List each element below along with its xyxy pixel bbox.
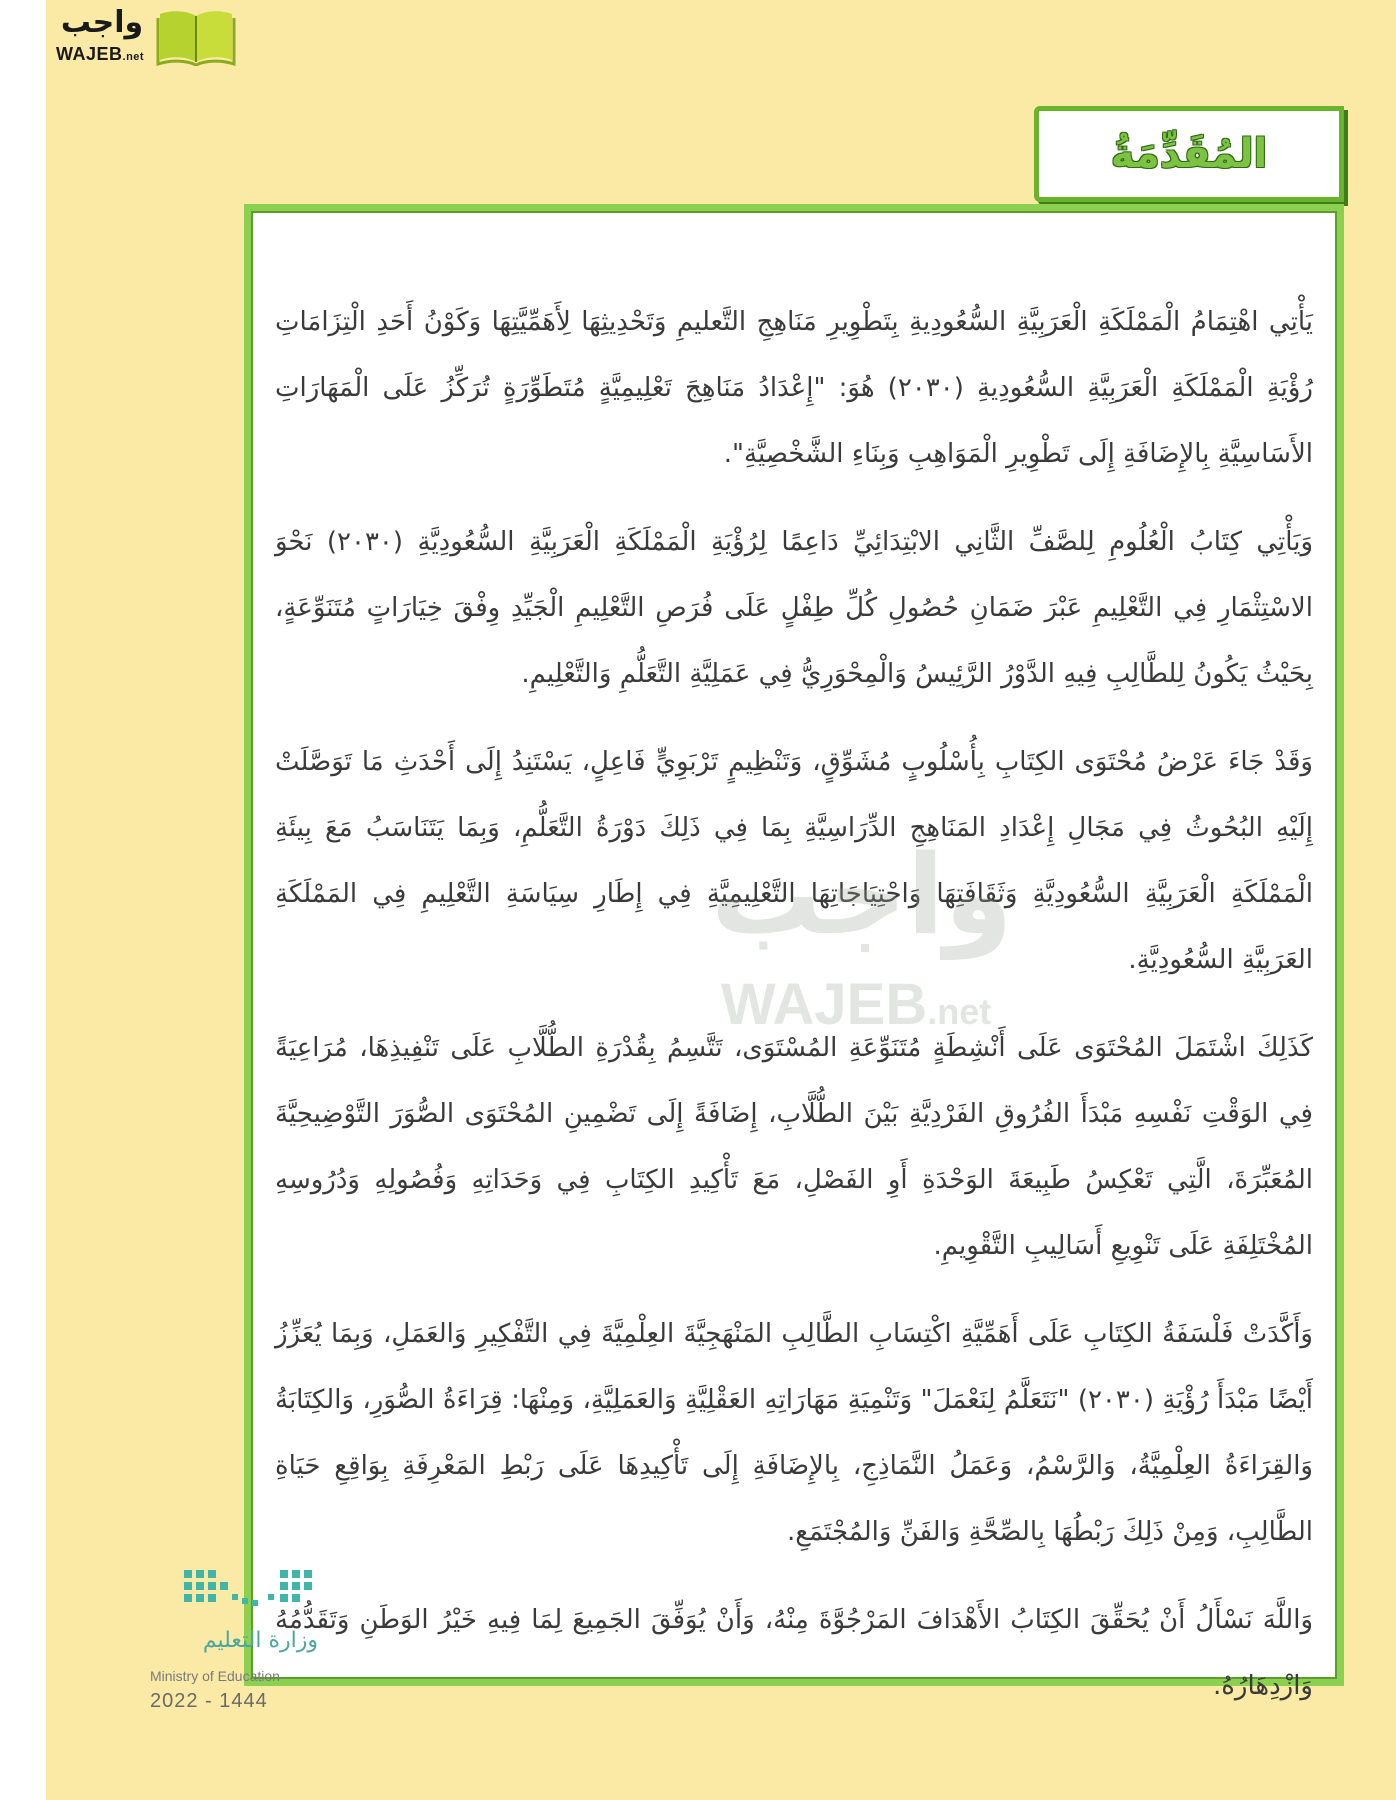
page-title: المُقَدِّمَةُ — [1110, 131, 1268, 177]
paragraph-5: وَأَكَّدَتْ فَلْسَفَةُ الكِتَابِ عَلَى أَهَمِّيَّةِ اكْتِسَابِ الطَّالِبِ المَنْهَجِيَّةَ العِلْمِيَّةَ فِي التَّفْكِيرِ وَالعَمَلِ، وَبِمَا يُعَزِّزُ أَيْضًا مَبْدَأَ رُؤْيَةِ (٢٠٣٠) "نَتَعَلَّمُ لِنَعْمَلَ" وَتَنْمِيَةِ مَهَارَاتِهِ العَقْلِيَّةِ وَالعَمَلِيَّةِ، وَمِنْهَا: قِرَاءَةُ الصُّوَرِ، وَالكِتَابَةُ وَالقِرَاءَةُ العِلْمِيَّةُ، وَالرَّسْمُ، وَعَمَلُ النَّمَاذِجِ، بِالإِضَافَةِ إِلَى تَأْكِيدِهَا عَلَى رَبْطِ المَعْرِفَةِ بِوَاقِعِ حَيَاةِ الطَّالِبِ، وَمِنْ ذَلِكَ رَبْطُهَا بِالصِّحَّةِ وَالفَنِّ وَالمُجْتَمَعِ. — [275, 1319, 1313, 1547]
paragraph-4: كَذَلِكَ اشْتَمَلَ المُحْتَوَى عَلَى أَنْشِطَةٍ مُتَنَوِّعَةِ المُسْتَوَى، تَتَّسِمُ بِقُدْرَةِ الطُّلَّابِ عَلَى تَنْفِيذِهَا، مُرَاعِيَةً فِي الوَقْتِ نَفْسِهِ مَبْدَأَ الفُرُوقِ الفَرْدِيَّةِ بَيْنَ الطُّلَّابِ، إِضَافَةً إِلَى تَضْمِينِ المُحْتَوَى الصُّوَرَ التَّوْضِيحِيَّةَ المُعَبِّرَةَ، الَّتِي تَعْكِسُ طَبِيعَةَ الوَحْدَةِ أَوِ الفَصْلِ، مَعَ تَأْكِيدِ الكِتَابِ فِي وَحَدَاتِهِ وَفُصُولِهِ وَدُرُوسِهِ المُخْتَلِفَةِ عَلَى تَنْوِيعِ أَسَالِيبِ التَّقْوِيمِ. — [275, 1033, 1313, 1261]
paragraph-3: وَقَدْ جَاءَ عَرْضُ مُحْتَوَى الكِتَابِ بِأُسْلُوبٍ مُشَوِّقٍ، وَتَنْظِيمٍ تَرْبَوِيٍّ فَاعِلٍ، يَسْتَنِدُ إِلَى أَحْدَثِ مَا تَوَصَّلَتْ إِلَيْهِ البُحُوثُ فِي مَجَالِ إِعْدَادِ المَنَاهِجِ الدِّرَاسِيَّةِ بِمَا فِي ذَلِكَ دَوْرَةُ التَّعَلُّمِ، وَبِمَا يَتَنَاسَبُ مَعَ بِيئَةِ الْمَمْلَكَةِ الْعَرَبِيَّةِ السُّعُودِيَّةِ وَثَقَافَتِهَا وَاحْتِيَاجَاتِهَا التَّعْلِيمِيَّةِ فِي إِطَارِ سِيَاسَةِ التَّعْلِيمِ فِي المَمْلَكَةِ العَرَبِيَّةِ السُّعُودِيَّةِ. — [275, 747, 1313, 975]
watermark-arabic: واجب — [711, 831, 1013, 959]
paragraph-6: وَاللَّهَ نَسْأَلُ أَنْ يُحَقِّقَ الكِتَابُ الأَهْدَافَ المَرْجُوَّةَ مِنْهُ، وَأَنْ يُوَفِّقَ الجَمِيعَ لِمَا فِيهِ خَيْرُ الوَطَنِ وَتَقَدُّمُهُ وَازْدِهَارُهُ. — [275, 1605, 1313, 1701]
page-background — [46, 0, 1396, 1800]
introduction-text — [275, 289, 1313, 1741]
book-icon — [156, 8, 236, 66]
logo-latin-text: WAJEB.net — [56, 44, 145, 64]
ministry-arabic: وزارة التعليم — [202, 1628, 318, 1653]
ministry-dots-icon — [184, 1568, 314, 1618]
watermark-latin: WAJEB.net — [721, 972, 992, 1037]
paragraph-1: يَأْتِي اهْتِمَامُ الْمَمْلَكَةِ الْعَرَبِيَّةِ السُّعُودِيةِ بِتَطْوِيرِ مَنَاهِجِ التَّعليمِ وَتَحْدِيثِهَا لِأَهَمِّيَّتِهَا وَكَوْنُ أَحَدِ الْتِزَامَاتِ رُؤْيَةِ الْمَمْلَكَةِ الْعَرَبِيَّةِ السُّعُودِيةِ (٢٠٣٠) هُوَ: "إِعْدَادُ مَنَاهِجَ تَعْلِيمِيَّةٍ مُتَطَوِّرَةٍ تُرَكِّزُ عَلَى الْمَهَارَاتِ الأَسَاسِيَّةِ بِالإِضَافَةِ إِلَى تَطْوِيرِ الْمَوَاهِبِ وَبِنَاءِ الشَّخْصِيَّةِ". — [275, 307, 1313, 469]
logo-arabic-text: واجب — [60, 5, 144, 40]
wajeb-logo[interactable] — [52, 4, 238, 66]
ministry-english: Ministry of Education — [150, 1668, 280, 1684]
ministry-logo — [98, 1568, 318, 1718]
content-frame — [244, 204, 1344, 1701]
edition-year: 2022 - 1444 — [150, 1690, 268, 1712]
title-tab — [1034, 106, 1344, 202]
paragraph-2: وَيَأْتِي كِتَابُ الْعُلُومِ لِلصَّفِّ الثَّانِي الابْتِدَائِيِّ دَاعِمًا لِرُؤْيَةِ الْمَمْلَكَةِ الْعَرَبِيَّةِ السُّعُودِيَّةِ (٢٠٣٠) نَحْوَ الاسْتِثْمَارِ فِي التَّعْلِيمِ عَبْرَ ضَمَانِ حُصُولِ كُلِّ طِفْلٍ عَلَى فُرَصِ التَّعْلِيمِ الْجَيِّدِ وِفْقَ خِيَارَاتٍ مُتَنَوِّعَةٍ، بِحَيْثُ يَكُونُ لِلطَّالِبِ فِيهِ الدَّوْرُ الرَّئِيسُ وَالْمِحْوَرِيُّ فِي عَمَلِيَّةِ التَّعَلُّمِ وَالتَّعْلِيمِ. — [275, 527, 1314, 689]
